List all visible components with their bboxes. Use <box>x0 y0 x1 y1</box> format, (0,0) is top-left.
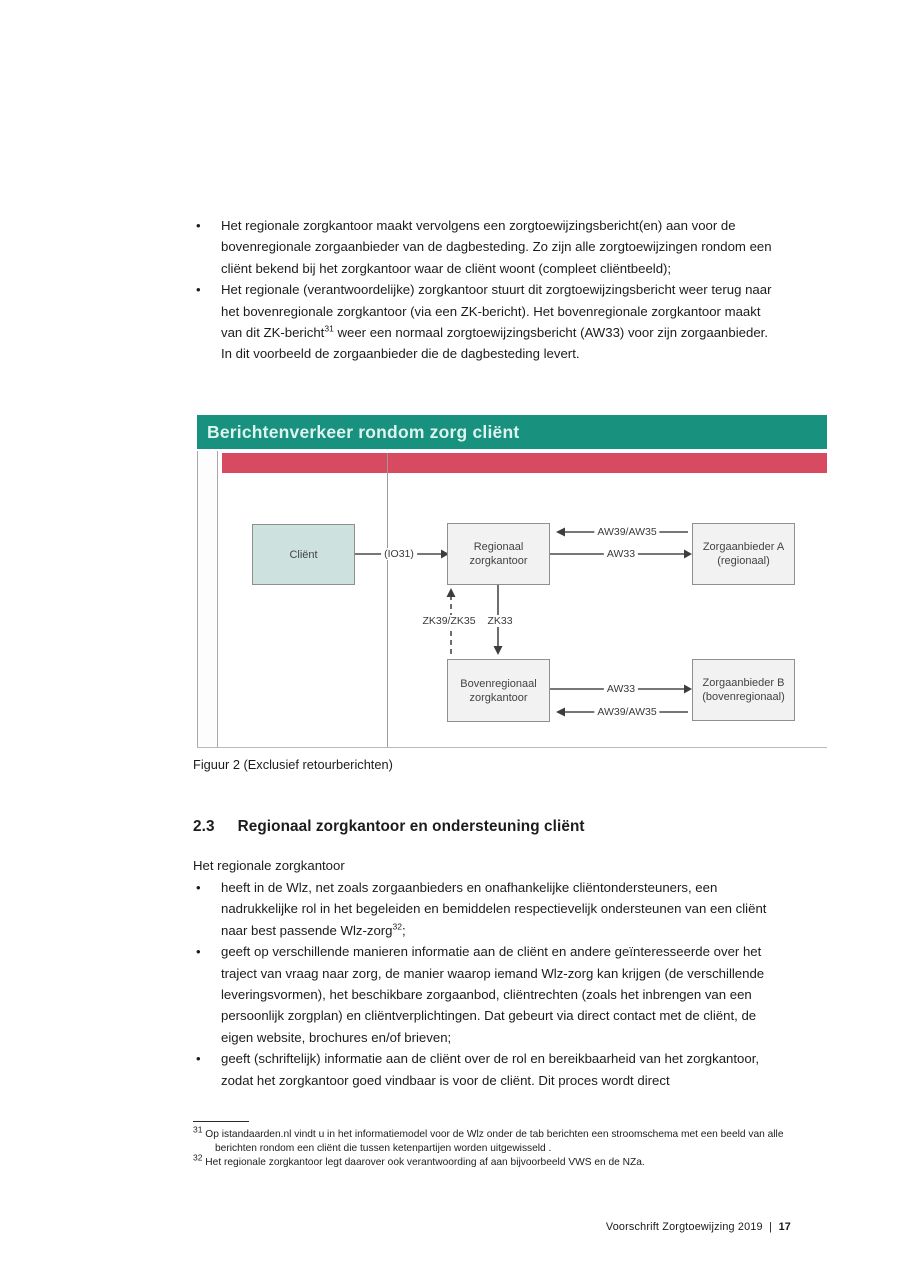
footnote-ref: 32 <box>392 921 402 932</box>
bullet-text: Het regionale (verantwoordelijke) zorgkantoor stuurt dit zorgtoewijzingsbericht weer terug naar het bovenregionale zorgkantoor (via een ZK-bericht). Het bovenregionale zorgkantoor maakt van dit ZK-bericht <box>221 282 772 341</box>
body-bullet-list <box>193 877 773 1091</box>
box-label: Zorgaanbieder B <box>702 677 785 689</box>
figure-canvas <box>197 449 827 748</box>
bullet-text: heeft in de Wlz, net zoals zorgaanbieders en onafhankelijke cliëntondersteuners, een nadrukkelijke rol in het begeleiden en bemiddelen respectievelijk ondersteunen van een cliënt naar best passende Wlz-zorg <box>221 880 767 938</box>
footnote-item <box>193 1124 793 1156</box>
footnote-block <box>193 1124 793 1169</box>
footer-page-number: 17 <box>778 1221 791 1233</box>
body-lead: Het regionale zorgkantoor <box>193 858 345 873</box>
arrow-label-aw39-top: AW39/AW35 <box>594 526 659 538</box>
box-label: Bovenregionaal <box>460 677 537 690</box>
box-zorgaanbieder-b <box>692 659 795 721</box>
box-regionaal-zorgkantoor <box>447 523 550 585</box>
box-label: Regionaal <box>473 541 524 553</box>
box-label: (bovenregionaal) <box>702 691 785 703</box>
footer-label: Voorschrift Zorgtoewijzing 2019 <box>605 1221 763 1233</box>
box-label: Cliënt <box>289 548 318 561</box>
arrow-label-zk39: ZK39/ZK35 <box>419 615 478 627</box>
box-label: zorgkantoor <box>469 555 528 567</box>
list-item <box>193 941 773 1048</box>
section-number: 2.3 <box>193 818 215 835</box>
list-item <box>193 1048 773 1091</box>
footnote-text: Het regionale zorgkantoor legt daarover ook verantwoording af aan bijvoorbeeld VWS en de NZa. <box>202 1156 645 1168</box>
footer-separator-glyph: | <box>769 1221 773 1233</box>
figure-title: Berichtenverkeer rondom zorg cliënt <box>207 422 520 442</box>
bullet-text: ; <box>402 922 406 938</box>
figure-title-bar <box>197 415 827 449</box>
bullet-text: weer een normaal zorgtoewijzingsbericht (AW33) voor zijn zorgaanbieder. In dit voorbeeld de zorgaanbieder die de dagbesteding levert. <box>221 325 768 362</box>
figure-berichtenverkeer <box>197 415 827 748</box>
section-title: Regionaal zorgkantoor en ondersteuning cliënt <box>237 818 585 835</box>
footnote-ref: 31 <box>324 323 334 334</box>
bullet-text: Het regionale zorgkantoor maakt vervolgens een zorgtoewijzingsbericht(en) aan voor de bovenregionale zorgaanbieder van de dagbesteding. Zo zijn alle zorgtoewijzingen rondom een cliënt bekend bij het zorgkantoor waar de cliënt woont (compleet cliëntbeeld); <box>221 218 772 276</box>
section-heading <box>193 818 585 836</box>
box-zorgaanbieder-a <box>692 523 795 585</box>
box-label: Zorgaanbieder A <box>702 541 785 553</box>
intro-bullet-list <box>193 215 773 365</box>
arrow-label-aw33-bottom: AW33 <box>604 683 638 695</box>
arrow-label-io31: (IO31) <box>381 548 417 560</box>
footnote-marker: 32 <box>193 1152 203 1163</box>
list-item <box>193 877 773 941</box>
arrow-label-aw33-top: AW33 <box>604 548 638 560</box>
page-footer <box>193 1221 791 1233</box>
bullet-text: geeft op verschillende manieren informatie aan de cliënt en andere geïnteresseerde over het traject van vraag naar zorg, de manier waarop iemand Wlz-zorg kan krijgen (de verschillende leveringsvormen), het beschikbare zorgaanbod, cliëntrechten (zoals het inbrengen van een persoonlijk zorgplan) en cliëntverplichtingen. Dat gebeurt via direct contact met de cliënt, de eigen website, brochures en/of brieven; <box>221 944 765 1045</box>
box-label: zorgkantoor <box>469 691 528 704</box>
bullet-text: geeft (schriftelijk) informatie aan de cliënt over de rol en bereikbaarheid van het zorgkantoor, zodat het zorgkantoor goed vindbaar is voor de cliënt. Dit proces wordt direct <box>221 1051 760 1088</box>
arrow-label-aw39-bottom: AW39/AW35 <box>594 706 659 718</box>
footnote-text: Op istandaarden.nl vindt u in het informatiemodel voor de Wlz onder de tab berichten een stroomschema met een beeld van alle berichten rondom een cliënt die tussen ketenpartijen worden uitgewisseld . <box>202 1129 784 1154</box>
box-bovenregionaal-zorgkantoor <box>447 659 550 722</box>
list-item <box>193 279 773 365</box>
footnote-marker: 31 <box>193 1124 203 1135</box>
box-client <box>252 524 355 585</box>
footnote-rule <box>193 1121 249 1122</box>
arrow-label-zk33: ZK33 <box>484 615 515 627</box>
figure-caption: Figuur 2 (Exclusief retourberichten) <box>193 757 393 772</box>
box-label: (regionaal) <box>717 555 770 567</box>
list-item <box>193 215 773 279</box>
footnote-item <box>193 1152 793 1170</box>
footer-separator <box>772 1221 775 1233</box>
